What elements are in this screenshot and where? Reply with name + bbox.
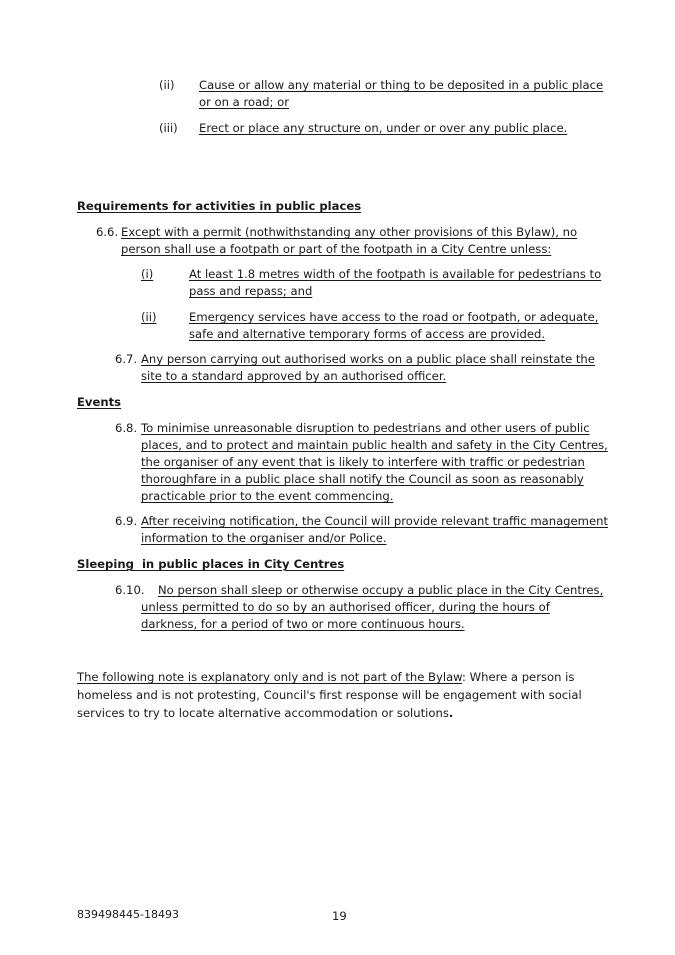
clause-6-6-sub-i-number: (i) <box>141 267 154 281</box>
item-iii-line-1: Erect or place any structure on, under or over any public place. <box>199 121 568 135</box>
clause-6-7-number: 6.7. <box>115 352 138 366</box>
heading-requirements: Requirements for activities in public places <box>77 199 362 213</box>
clause-6-6-line-2: person shall use a footpath or part of the footpath in a City Centre unless: <box>121 242 552 256</box>
clause-6-6-sub-ii-line-2: safe and alternative temporary forms of access are provided. <box>189 327 546 341</box>
note-line-3-end: . <box>448 706 454 720</box>
clause-6-7-line-1: Any person carrying out authorised works on a public place shall reinstate the <box>141 352 595 366</box>
clause-6-8-line-5: practicable prior to the event commencing. <box>141 489 394 503</box>
clause-6-8-line-3: the organiser of any event that is likely to interfere with traffic or pedestrian <box>141 455 585 469</box>
heading-events: Events <box>77 395 122 409</box>
clause-6-8-line-2: places, and to protect and maintain public health and safety in the City Centres, <box>141 438 608 452</box>
note-line-3-text: services to try to locate alternative accommodation or solutions <box>77 706 449 720</box>
clause-6-8-line-1: To minimise unreasonable disruption to pedestrians and other users of public <box>141 421 590 435</box>
clause-6-6-sub-i-line-1: At least 1.8 metres width of the footpath is available for pedestrians to <box>189 267 602 281</box>
item-iii-number: (iii) <box>159 121 178 135</box>
footer-document-id: 839498445-18493 <box>77 908 179 921</box>
clause-6-8-line-4: thoroughfare in a public place shall notify the Council as soon as reasonably <box>141 472 584 486</box>
clause-6-6-sub-ii-number: (ii) <box>141 310 157 324</box>
item-ii-line-2: or on a road; or <box>199 95 289 109</box>
clause-6-10-line-2: unless permitted to do so by an authorised officer, during the hours of <box>141 600 550 614</box>
note-line-1 <box>77 669 574 686</box>
footer-page-number: 19 <box>332 909 347 923</box>
item-ii-line-1: Cause or allow any material or thing to be deposited in a public place <box>199 78 604 92</box>
clause-6-9-line-2: information to the organiser and/or Police. <box>141 531 387 545</box>
clause-6-6-sub-ii-line-1: Emergency services have access to the road or footpath, or adequate, <box>189 310 599 324</box>
clause-6-7-line-2: site to a standard approved by an authorised officer. <box>141 369 447 383</box>
clause-6-9-line-1: After receiving notification, the Council will provide relevant traffic management <box>141 514 608 528</box>
clause-6-6-number: 6.6. <box>96 225 119 239</box>
item-ii-number: (ii) <box>159 78 175 92</box>
clause-6-10-number: 6.10. <box>115 583 145 597</box>
clause-6-10-line-1: No person shall sleep or otherwise occupy a public place in the City Centres, <box>158 583 604 597</box>
note-line-1-rest: : Where a person is <box>462 670 575 684</box>
clause-6-9-number: 6.9. <box>115 514 138 528</box>
clause-6-10-line-3: darkness, for a period of two or more continuous hours. <box>141 617 465 631</box>
clause-6-8-number: 6.8. <box>115 421 138 435</box>
clause-6-6-sub-i-line-2: pass and repass; and <box>189 284 313 298</box>
note-line-2: homeless and is not protesting, Council's first response will be engagement with social <box>77 688 582 702</box>
note-line-3 <box>77 705 453 722</box>
clause-6-6-line-1: Except with a permit (nothwithstanding any other provisions of this Bylaw), no <box>121 225 578 239</box>
note-prefix: The following note is explanatory only and is not part of the Bylaw <box>77 670 463 684</box>
heading-sleeping: Sleeping in public places in City Centres <box>77 557 345 571</box>
